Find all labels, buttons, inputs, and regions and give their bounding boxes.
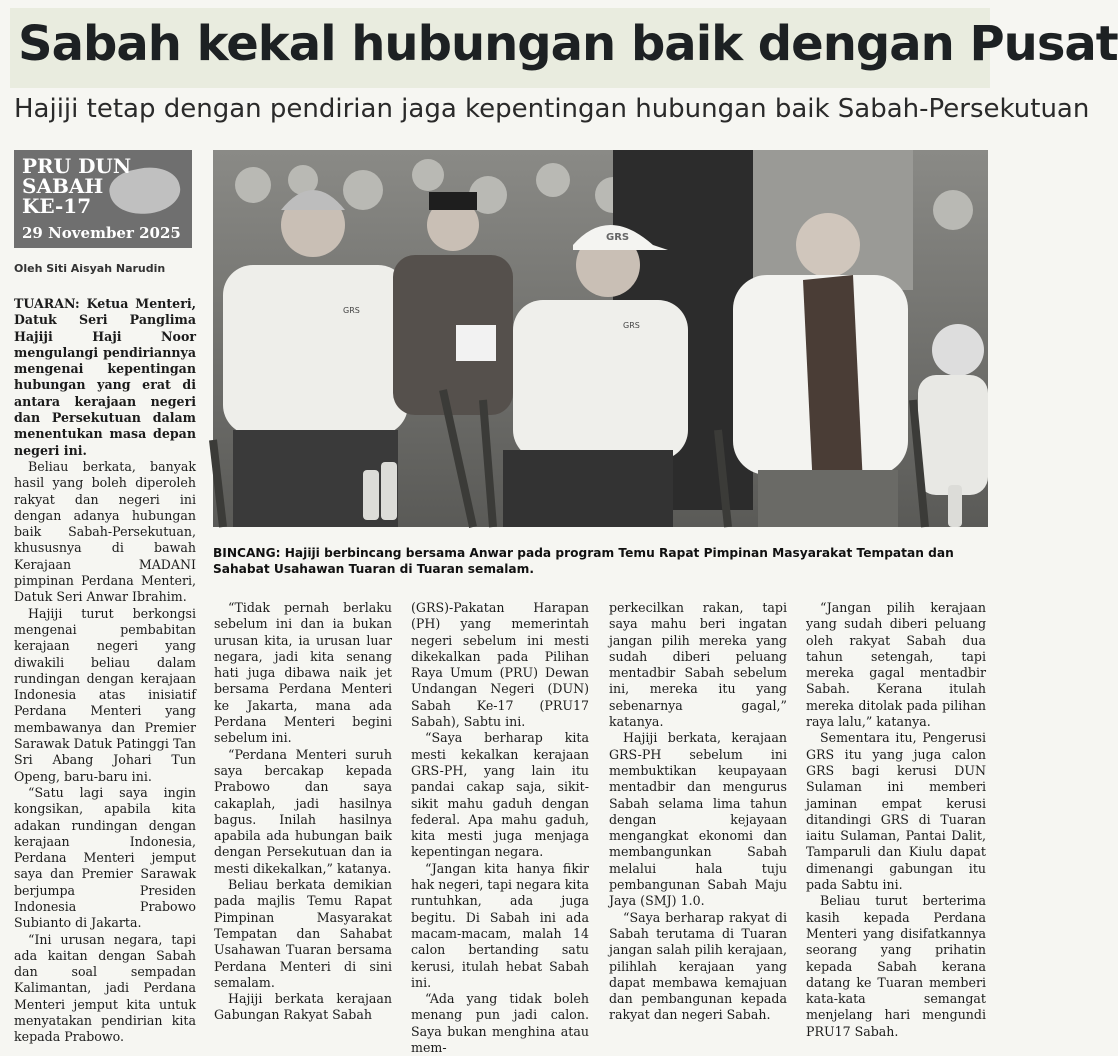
paragraph: Beliau berkata demikian pada majlis Temu Rapat Pimpinan Masyarakat Tempatan dan Sahabat Usahawan Tuaran bersama Perdana Menteri di sini semalam. [214, 877, 392, 990]
cap-label: GRS [606, 232, 630, 243]
badge-line-1: PRU DUN [22, 154, 132, 178]
paragraph: Sementara itu, Pengerusi GRS itu yang juga calon GRS bagi kerusi DUN Sulaman ini memberi jaminan empat kerusi ditandingi GRS di Tuaran iaitu Sulaman, Pantai Dalit, Tamparuli dan Kiulu dapat dimenangi gabungan itu pada Sabtu ini. [806, 730, 986, 893]
badge-date: 29 November 2025 [22, 224, 181, 242]
paragraph: “Ini urusan negara, tapi ada kaitan dengan Sabah dan soal sempadan Kalimantan, jadi Perdana Menteri jemput kita untuk menyatakan pendirian kita kepada Prabowo. [14, 931, 196, 1045]
article-column-3 [411, 600, 589, 1056]
photo-caption: BINCANG: Hajiji berbincang bersama Anwar pada program Temu Rapat Pimpinan Masyarakat Tempatan dan Sahabat Usahawan Tuaran di Tuaran semalam. [213, 546, 954, 576]
paragraph: “Perdana Menteri suruh saya bercakap kepada Prabowo dan saya cakaplah, jadi hasilnya bagus. Inilah hasilnya apabila ada hubungan baik dengan Persekutuan dan ia mesti dikekalkan,” katanya. [214, 746, 392, 876]
article-column-2 [214, 600, 392, 1024]
article-column-4 [609, 600, 787, 1024]
paragraph: Beliau berkata, banyak hasil yang boleh diperoleh rakyat dan negeri ini dengan adanya hubungan baik Sabah-Persekutuan, khususnya di bawah Kerajaan MADANI pimpinan Perdana Menteri, Datuk Seri Anwar Ibrahim. [14, 458, 196, 605]
shirt-badge-left: GRS [343, 306, 360, 315]
paragraph: Beliau turut berterima kasih kepada Perdana Menteri yang disifatkannya seorang yang prihatin kepada Sabah kerana datang ke Tuaran memberi kata-kata semangat menjelang hari mengundi PRU17 Sabah. [806, 893, 986, 1039]
news-photo [213, 150, 988, 527]
paragraph: “Satu lagi saya ingin kongsikan, apabila kita adakan rundingan dengan kerajaan Indonesia, Perdana Menteri jemput saya dan Premier Sarawak berjumpa Presiden Indonesia Prabowo Subianto di Jakarta. [14, 784, 196, 931]
headline: Sabah kekal hubungan baik dengan Pusat [18, 16, 1118, 72]
article-column-5 [806, 600, 986, 1040]
paragraph: “Jangan pilih kerajaan yang sudah diberi peluang oleh rakyat Sabah dua tahun setengah, tapi mereka gagal mentadbir Sabah. Kerana itulah mereka ditolak pada pilihan raya lalu,” katanya. [806, 600, 986, 730]
paragraph: “Ada yang tidak boleh menang pun jadi calon. Saya bukan menghina atau mem- [411, 991, 589, 1056]
paragraph: “Jangan kita hanya fikir hak negeri, tapi negara kita runtuhkan, ada juga begitu. Di Sabah ini ada macam-macam, malah 14 calon bertanding satu kerusi, itulah hebat Sabah ini. [411, 860, 589, 990]
paragraph: Hajiji turut berkongsi mengenai pembabitan kerajaan negeri yang diwakili beliau dalam rundingan dengan kerajaan Indonesia atas inisiatif Perdana Menteri yang membawanya dan Premier Sarawak Datuk Patinggi Tan Sri Abang Johari Tun Openg, baru-baru ini. [14, 605, 196, 784]
badge-title [22, 156, 132, 216]
badge-line-3: KE-17 [22, 194, 92, 218]
paragraph: “Saya berharap rakyat di Sabah terutama di Tuaran jangan salah pilih kerajaan, pilihlah kerajaan yang dapat membawa kemajuan dan pembangunan kepada rakyat dan negeri Sabah. [609, 909, 787, 1023]
shirt-badge-center: GRS [623, 321, 640, 330]
badge-line-2: SABAH [22, 174, 104, 198]
subheadline: Hajiji tetap dengan pendirian jaga kepentingan hubungan baik Sabah-Persekutuan [14, 94, 1090, 124]
paragraph: (GRS)-Pakatan Harapan (PH) yang memerintah negeri sebelum ini mesti dikekalkan pada Pilihan Raya Umum (PRU) Dewan Undangan Negeri (DUN) Sabah Ke-17 (PRU17 Sabah), Sabtu ini. [411, 600, 589, 730]
lead-paragraph: TUARAN: Ketua Menteri, Datuk Seri Panglima Hajiji Haji Noor mengulangi pendiriannya mengenai kepentingan hubungan yang erat di antara kerajaan negeri dan Persekutuan dalam menentukan masa depan negeri ini. [14, 296, 196, 458]
article-column-1 [14, 296, 196, 1046]
paragraph: “Saya berharap kita mesti kekalkan kerajaan GRS-PH, yang lain itu pandai cakap saja, sikit-sikit mahu gaduh dengan federal. Apa mahu gaduh, kita mesti juga menjaga kepentingan negara. [411, 730, 589, 860]
byline: Oleh Siti Aisyah Narudin [14, 262, 166, 275]
paragraph: perkecilkan rakan, tapi saya mahu beri ingatan jangan pilih mereka yang sudah diberi peluang mentadbir Sabah sebelum ini, mereka itu yang sebenarnya gagal,” katanya. [609, 600, 787, 730]
election-badge [14, 150, 192, 248]
paragraph: Hajiji berkata, kerajaan GRS-PH sebelum ini membuktikan keupayaan mentadbir dan mengurus Sabah selama lima tahun dengan kejayaan mengangkat ekonomi dan membangunkan Sabah melalui hala tuju pembangunan Sabah Maju Jaya (SMJ) 1.0. [609, 730, 787, 909]
headline-banner [10, 8, 1118, 88]
paragraph: Hajiji berkata kerajaan Gabungan Rakyat Sabah [214, 991, 392, 1023]
paragraph: “Tidak pernah berlaku sebelum ini dan ia bukan urusan kita, ia urusan luar negara, jadi kita senang hati juga dibawa naik jet bersama Perdana Menteri ke Jakarta, mana ada Perdana Menteri begini sebelum ini. [214, 600, 392, 746]
